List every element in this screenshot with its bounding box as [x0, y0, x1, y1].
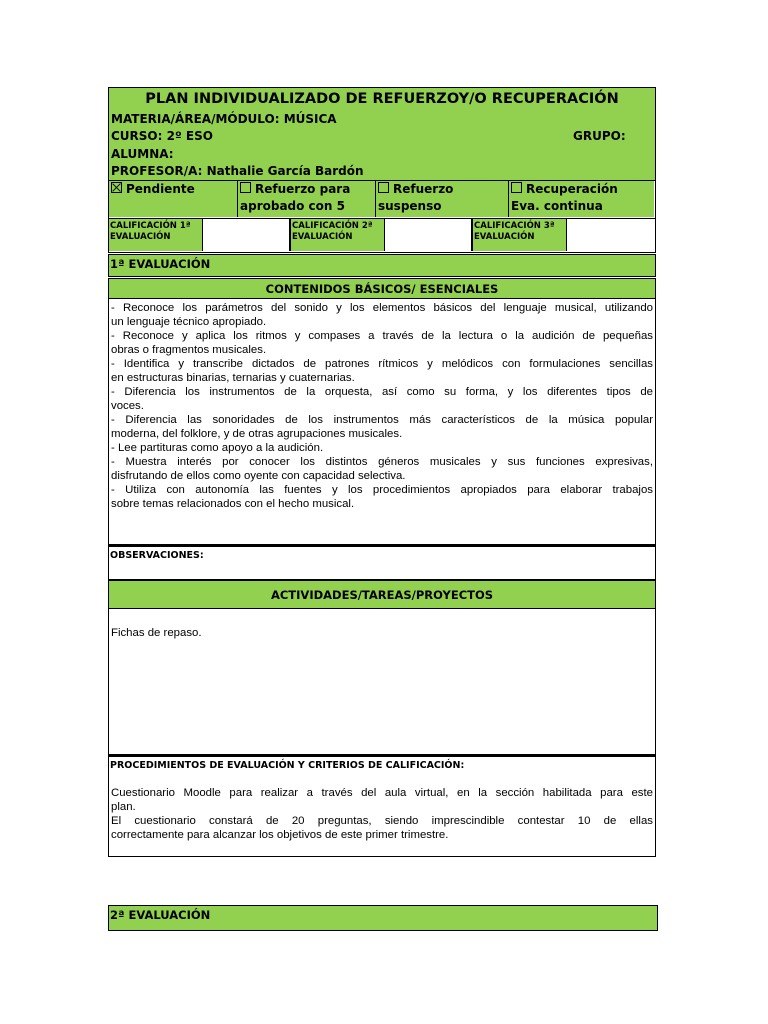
checkbox-checked-icon[interactable]	[111, 182, 122, 193]
option-refuerzo-suspenso[interactable]	[376, 181, 509, 217]
calificacion-2-label: CALIFICACIÓN 2ª EVALUACIÓN	[291, 219, 385, 251]
option-label-line2: aprobado con 5	[240, 199, 345, 213]
contenido-line: - Utiliza con autonomía las fuentes y los procedimientos apropiados para elaborar trabajos	[111, 484, 653, 496]
grupo-field: GRUPO:	[573, 129, 626, 143]
curso-field: CURSO: 2º ESO	[111, 129, 213, 143]
materia-field: MATERIA/ÁREA/MÓDULO: MÚSICA	[111, 112, 337, 126]
option-label-line2: Eva. continua	[511, 199, 603, 213]
calificacion-1-value[interactable]	[203, 219, 291, 251]
procedimiento-line: Cuestionario Moodle para realizar a través del aula virtual, en la sección habilitada para este	[111, 787, 653, 799]
procedimientos-label: PROCEDIMIENTOS DE EVALUACIÓN Y CRITERIOS DE CALIFICACIÓN:	[110, 760, 465, 771]
eval1-label: 1ª EVALUACIÓN	[108, 254, 656, 277]
contenido-line: - Lee partituras como apoyo a la audición.	[111, 442, 324, 454]
calificacion-2-value[interactable]	[385, 219, 473, 251]
actividades-body	[108, 609, 656, 755]
checkbox-icon[interactable]	[511, 182, 522, 193]
option-label-line2: suspenso	[378, 199, 442, 213]
option-pendiente[interactable]	[109, 181, 238, 217]
option-label: Pendiente	[126, 182, 195, 196]
contenidos-lines	[111, 301, 653, 511]
option-recuperacion[interactable]	[509, 181, 654, 217]
contenidos-title: CONTENIDOS BÁSICOS/ ESENCIALES	[108, 278, 656, 299]
plan-title: PLAN INDIVIDUALIZADO DE REFUERZOY/O RECUPERACIÓN	[145, 91, 619, 107]
contenidos-body	[108, 299, 656, 545]
contenido-line: obras o fragmentos musicales.	[111, 344, 267, 356]
contenido-line: - Diferencia los instrumentos de la orquesta, así como su forma, y los diferentes tipos de	[111, 386, 653, 398]
plan-type-options	[108, 181, 656, 219]
checkbox-icon[interactable]	[378, 182, 389, 193]
contenido-line: disfrutando de ellos como oyente con capacidad selectiva.	[111, 470, 406, 482]
contenido-line: - Identifica y transcribe dictados de patrones rítmicos y melódicos con formulaciones sencillas	[111, 358, 653, 370]
actividades-title: ACTIVIDADES/TAREAS/PROYECTOS	[108, 580, 656, 609]
procedimiento-line: correctamente para alcanzar los objetivos de este primer trimestre.	[111, 829, 449, 841]
calificaciones-row	[108, 219, 656, 253]
contenido-line: - Muestra interés por conocer los distintos géneros musicales y sus funciones expresivas,	[111, 456, 653, 468]
calificacion-3-value[interactable]	[567, 219, 654, 251]
actividades-text: Fichas de repaso.	[111, 627, 202, 639]
calificacion-3-label: CALIFICACIÓN 3ª EVALUACIÓN	[473, 219, 567, 251]
observaciones-label: OBSERVACIONES:	[110, 550, 204, 561]
contenido-line: voces.	[111, 400, 144, 412]
checkbox-icon[interactable]	[240, 182, 251, 193]
plan-header	[108, 87, 656, 181]
alumna-field: ALUMNA:	[111, 147, 174, 161]
contenido-line: moderna, del folklore, y de otras agrupaciones musicales.	[111, 428, 403, 440]
procedimiento-line: El cuestionario constará de 20 preguntas, siendo imprescindible contestar 10 de ellas	[111, 815, 653, 827]
contenido-line: - Reconoce los parámetros del sonido y los elementos básicos del lenguaje musical, utilizando	[111, 302, 653, 314]
option-label: Recuperación	[526, 182, 618, 196]
calificacion-1-label: CALIFICACIÓN 1ª EVALUACIÓN	[109, 219, 203, 251]
contenido-line: - Reconoce y aplica los ritmos y compases a través de la lectura o la audición de pequeñas	[111, 330, 653, 342]
procedimientos-lines	[109, 771, 655, 842]
option-label: Refuerzo para	[255, 182, 351, 196]
profesor-field: PROFESOR/A: Nathalie García Bardón	[111, 164, 364, 178]
option-refuerzo-aprobado[interactable]	[238, 181, 376, 217]
contenido-line: en estructuras binarias, ternarias y cuaternarias.	[111, 372, 355, 384]
option-label: Refuerzo	[393, 182, 454, 196]
contenido-line: sobre temas relacionados con el hecho musical.	[111, 498, 355, 510]
contenido-line: - Diferencia las sonoridades de los instrumentos más característicos de la música popular	[111, 414, 653, 426]
eval2-label: 2ª EVALUACIÓN	[108, 905, 658, 931]
contenido-line: un lenguaje técnico apropiado.	[111, 316, 267, 328]
procedimientos-box	[108, 755, 656, 857]
procedimiento-line: plan.	[111, 801, 136, 813]
observaciones-box[interactable]	[108, 545, 656, 580]
